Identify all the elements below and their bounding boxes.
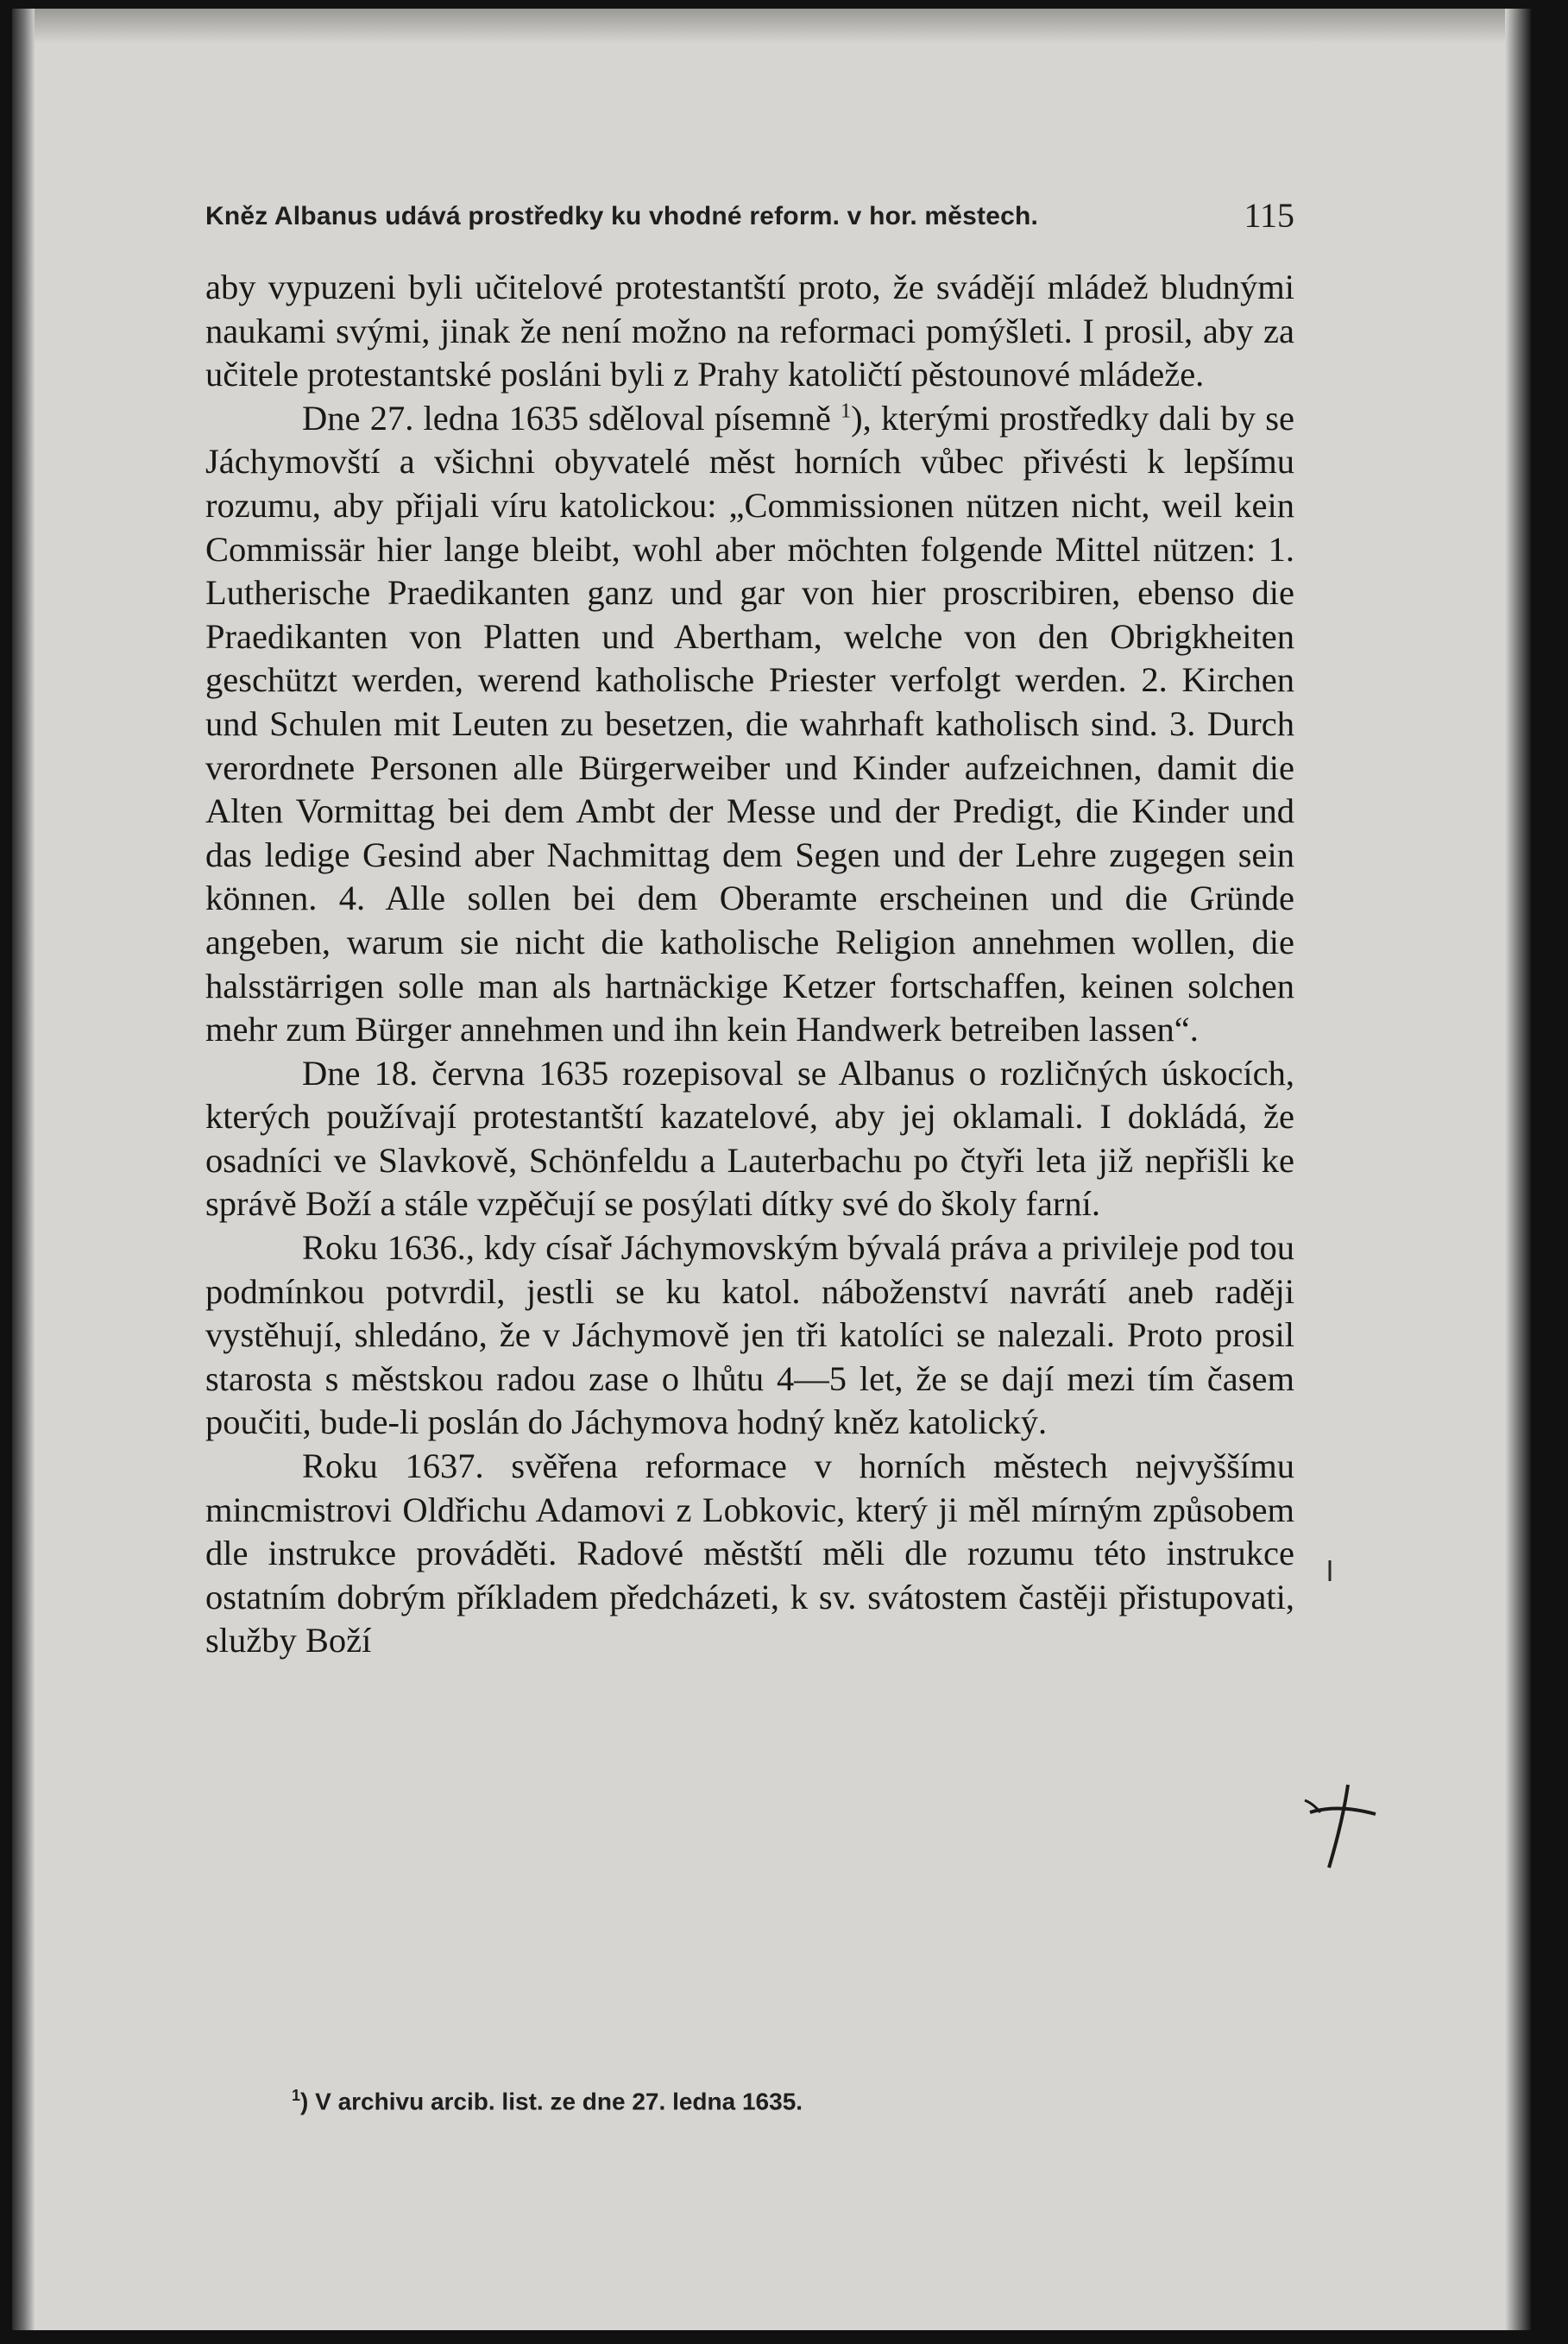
footnote-mark: 1: [292, 2087, 301, 2104]
footnote: [292, 2087, 1241, 2115]
margin-tick-mark: [1327, 1559, 1332, 1583]
footnote-reference: 1: [841, 400, 852, 423]
margin-cross-mark: [1303, 1778, 1381, 1873]
footnote-text: ) V archivu arcib. list. ze dne 27. ledna 1635.: [300, 2088, 803, 2115]
running-head: [205, 195, 1294, 238]
paragraph-4-text: Roku 1636., kdy císař Jáchymovským bývalá práva a privileje pod tou podmínkou potvrdil, jestli se ku katol. náboženství navrátí aneb raději vystěhují, shledáno, že v Jáchymově jen tři katolíci se nalezali. Proto prosil starosta s městskou radou zase o lhůtu 4—5 let, že se dají mezi tím časem poučiti, bude-li poslán do Jáchymova hodný kněz katolický.: [205, 1228, 1294, 1442]
paragraph-1-text: aby vypuzeni byli učitelové protestantští proto, že svádějí mládež bludnými naukami svými, jinak že není možno na reformaci pomýšleti. I prosil, aby za učitele protestantské posláni byli z Prahy katoličtí pěstounové mládeže.: [205, 268, 1294, 394]
body-text: [205, 266, 1294, 1663]
paragraph-3-text: Dne 18. června 1635 rozepisoval se Albanus o rozličných úskocích, kterých používají protestantští kazatelové, aby jej oklamali. I dokládá, že osadníci ve Slavkově, Schönfeldu a Lauterbachu po čtyři leta již nepřišli ke správě Boží a stále vzpěčují se posýlati dítky své do školy farní.: [205, 1053, 1294, 1224]
paragraph-5: [205, 1445, 1294, 1663]
paragraph-1: [205, 266, 1294, 397]
page-edge-right: [1505, 9, 1531, 2330]
paragraph-2: [205, 397, 1294, 1052]
page-number: 115: [1244, 196, 1294, 235]
paragraph-2-text: Dne 27. ledna 1635 sděloval písemně: [302, 398, 831, 438]
paragraph-3: [205, 1052, 1294, 1226]
paragraph-5-text: Roku 1637. svěřena reformace v horních městech nejvyššímu mincmistrovi Oldřichu Adamovi z Lobkovic, který ji měl mírným způsobem dle instrukce prováděti. Radové městští měli dle rozumu této instrukce ostatním dobrým příkladem předcházeti, k sv. svátostem častěji přistupovati, služby Boží: [205, 1446, 1294, 1660]
running-head-title: Kněz Albanus udává prostředky ku vhodné reform. v hor. městech.: [205, 202, 1039, 230]
top-edge-shadow: [12, 9, 1531, 43]
binding-shadow-left: [12, 9, 35, 2330]
paragraph-2-text-continued: ), kterými prostředky dali by se Jáchymovští a všichni obyvatelé měst horních vůbec přivésti k lepšímu rozumu, aby přijali víru katolickou: „Commissionen nützen nicht, weil kein Commissär hier lange bleibt, wohl aber möchten folgende Mittel nützen: 1. Lutherische Praedikanten ganz und gar von hier proscribiren, ebenso die Praedikanten von Platten und Abertham, welche von den Obrigkheiten geschützt werden, werend katholische Priester verfolgt werden. 2. Kirchen und Schulen mit Leuten zu besetzen, die wahrhaft katholisch sind. 3. Durch verordnete Personen alle Bürgerweiber und Kinder aufzeichnen, damit die Alten Vormittag bei dem Ambt der Messe und der Predigt, die Kinder und das ledige Gesind aber Nachmittag dem Segen und der Lehre zugegen sein können. 4. Alle sollen bei dem Oberamte erscheinen und die Gründe angeben, warum sie nicht die katholische Religion annehmen wollen, die halsstärrigen solle man als hartnäckige Ketzer fortschaffen, keinen solchen mehr zum Bürger annehmen und ihn kein Handwerk betreiben lassen“.: [205, 398, 1294, 1049]
paragraph-4: [205, 1226, 1294, 1445]
